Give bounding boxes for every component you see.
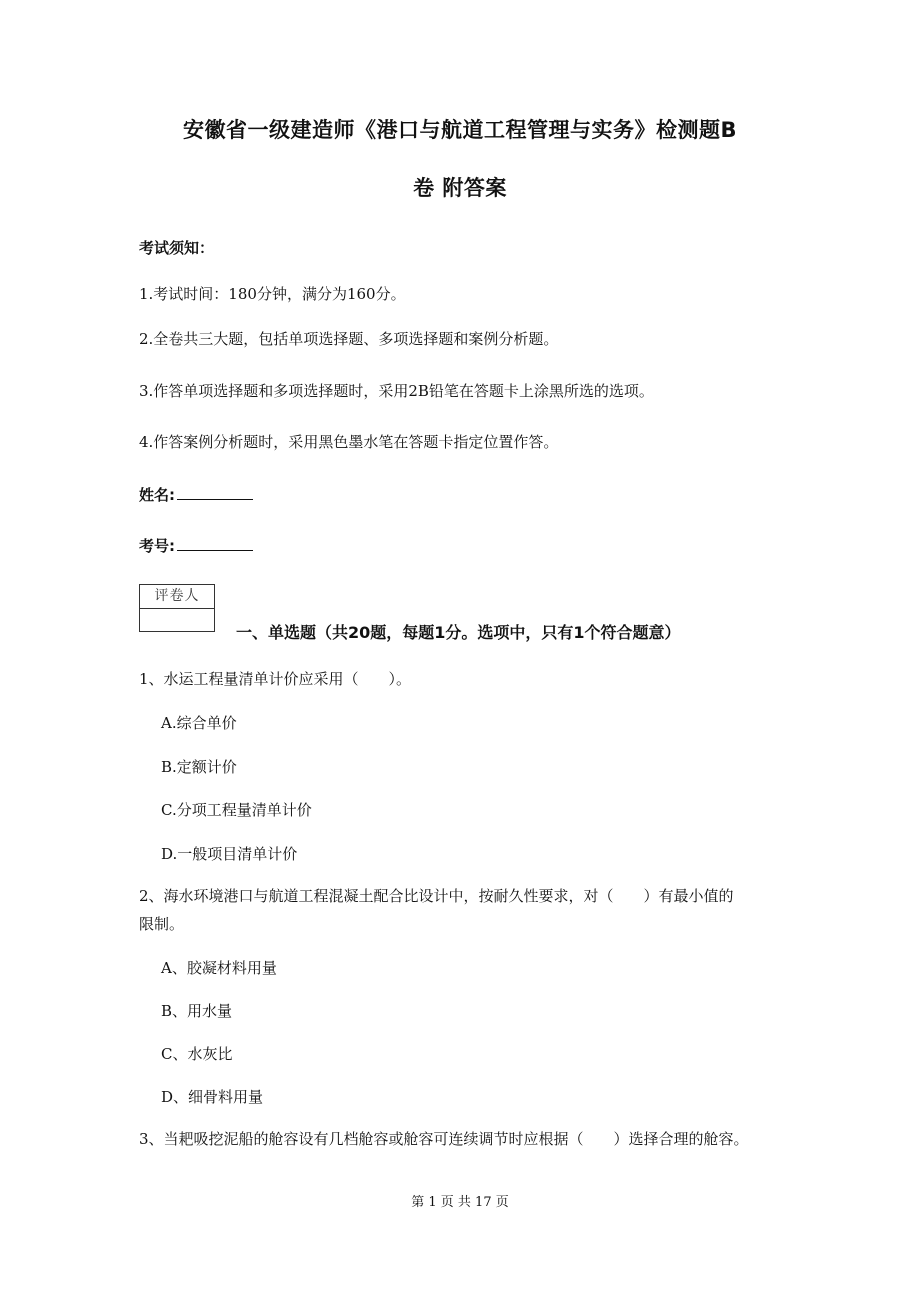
question-text: 3、当耙吸挖泥船的舱容设有几档舱容或舱容可连续调节时应根据（ ）选择合理的舱容。	[139, 1130, 749, 1148]
option-item: B、用水量	[161, 1002, 233, 1020]
id-label: 考号:	[139, 537, 175, 555]
option-item: B.定额计价	[161, 758, 237, 776]
name-label: 姓名:	[139, 486, 175, 504]
question-text-cont: 限制。	[139, 915, 185, 933]
name-field	[139, 484, 253, 505]
option-item: C、水灰比	[161, 1045, 233, 1063]
id-field	[139, 535, 253, 556]
section-title: 一、单选题（共20题，每题1分。选项中，只有1个符合题意）	[236, 623, 681, 642]
page-footer: 第 1 页 共 17 页	[411, 1195, 509, 1210]
option-item: A、胶凝材料用量	[161, 959, 277, 977]
option-item: D、细骨料用量	[161, 1088, 264, 1106]
doc-title-line2: 卷 附答案	[413, 176, 507, 200]
question-text: 2、海水环境港口与航道工程混凝土配合比设计中，按耐久性要求，对（ ）有最小值的	[139, 887, 734, 905]
option-item: D.一般项目清单计价	[161, 845, 298, 863]
option-item: C.分项工程量清单计价	[161, 801, 312, 819]
grader-box	[139, 584, 215, 632]
option-item: A.综合单价	[161, 714, 237, 732]
notice-item: 1.考试时间：180分钟，满分为160分。	[139, 285, 406, 303]
notice-item: 2.全卷共三大题，包括单项选择题、多项选择题和案例分析题。	[139, 330, 559, 348]
notice-item: 3.作答单项选择题和多项选择题时，采用2B铅笔在答题卡上涂黑所选的选项。	[139, 382, 654, 400]
notice-heading: 考试须知：	[139, 239, 215, 257]
id-blank[interactable]	[177, 536, 253, 551]
notice-item: 4.作答案例分析题时，采用黑色墨水笔在答题卡指定位置作答。	[139, 433, 559, 451]
name-blank[interactable]	[177, 485, 253, 500]
doc-title-line1: 安徽省一级建造师《港口与航道工程管理与实务》检测题B	[182, 118, 737, 142]
question-text: 1、水运工程量清单计价应采用（ ）。	[139, 670, 412, 688]
grader-label: 评卷人	[140, 585, 214, 609]
